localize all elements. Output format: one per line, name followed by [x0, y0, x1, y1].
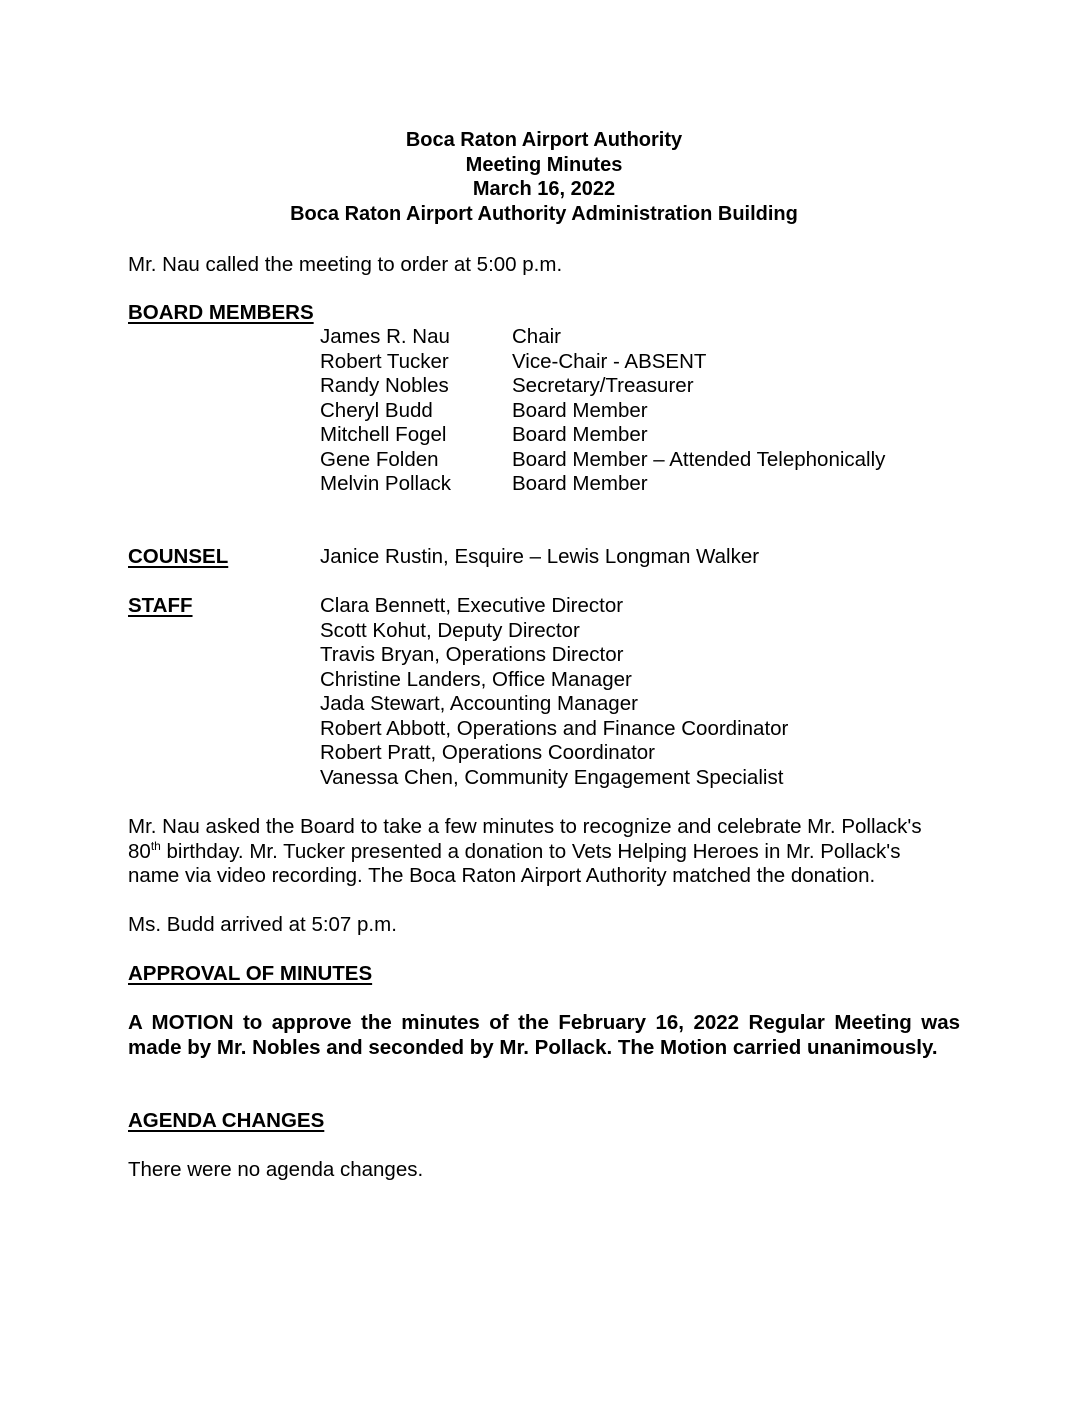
motion-paragraph: A MOTION to approve the minutes of the February 16, 2022 Regular Meeting was made by Mr. Nobles and seconded by Mr. Pollack. The Motion carried unanimously. — [128, 1011, 960, 1059]
board-member-role: Board Member – Attended Telephonically — [512, 447, 886, 471]
staff-member: Clara Bennett, Executive Director — [320, 594, 624, 617]
board-member-name: Randy Nobles — [320, 374, 449, 397]
board-members-heading: BOARD MEMBERS — [128, 301, 314, 324]
birthday-line-1: Mr. Nau asked the Board to take a few minutes to recognize and celebrate Mr. Pollack's — [128, 815, 922, 838]
counsel-name: Janice Rustin, Esquire – Lewis Longman Walker — [320, 545, 760, 568]
arrival-note: Ms. Budd arrived at 5:07 p.m. — [128, 913, 397, 936]
meeting-location: Boca Raton Airport Authority Administration Building — [290, 202, 798, 225]
staff-member: Christine Landers, Office Manager — [320, 667, 632, 691]
birthday-line-3: name via video recording. The Boca Raton Airport Authority matched the donation. — [128, 864, 876, 887]
staff-member: Travis Bryan, Operations Director — [320, 643, 624, 666]
staff-member: Jada Stewart, Accounting Manager — [320, 692, 638, 715]
board-member-role: Chair — [512, 325, 561, 348]
board-member-role: Board Member — [512, 472, 648, 495]
approval-of-minutes-heading: APPROVAL OF MINUTES — [128, 962, 373, 985]
organization-title: Boca Raton Airport Authority — [405, 129, 683, 151]
board-member-role: Vice-Chair - ABSENT — [512, 349, 707, 373]
board-member-name: Gene Folden — [320, 447, 439, 471]
board-member-name: Melvin Pollack — [320, 472, 452, 495]
board-member-name: Robert Tucker — [320, 349, 449, 373]
board-member-name: James R. Nau — [320, 325, 450, 348]
document-title-block — [0, 128, 1088, 226]
birthday-line-2 — [128, 840, 900, 865]
staff-member: Robert Abbott, Operations and Finance Coordinator — [320, 716, 789, 740]
board-member-name: Mitchell Fogel — [320, 423, 447, 446]
counsel-heading: COUNSEL — [128, 545, 229, 568]
board-member-role: Board Member — [512, 423, 648, 446]
birthday-age: 80 — [128, 839, 151, 863]
agenda-changes-heading: AGENDA CHANGES — [128, 1109, 325, 1132]
board-member-role: Secretary/Treasurer — [512, 374, 694, 397]
board-member-role: Board Member — [512, 398, 648, 422]
birthday-ordinal-suffix: th — [150, 838, 161, 853]
agenda-changes-text: There were no agenda changes. — [128, 1158, 424, 1181]
staff-heading: STAFF — [128, 594, 193, 617]
staff-member: Scott Kohut, Deputy Director — [320, 618, 580, 642]
board-member-name: Cheryl Budd — [320, 398, 433, 422]
call-to-order: Mr. Nau called the meeting to order at 5:00 p.m. — [128, 253, 563, 276]
birthday-line-2-text: birthday. Mr. Tucker presented a donation to Vets Helping Heroes in Mr. Pollack's — [160, 839, 901, 863]
staff-member: Vanessa Chen, Community Engagement Specialist — [320, 765, 784, 789]
meeting-date: March 16, 2022 — [472, 178, 616, 200]
document-type: Meeting Minutes — [465, 153, 623, 176]
staff-member: Robert Pratt, Operations Coordinator — [320, 741, 655, 764]
